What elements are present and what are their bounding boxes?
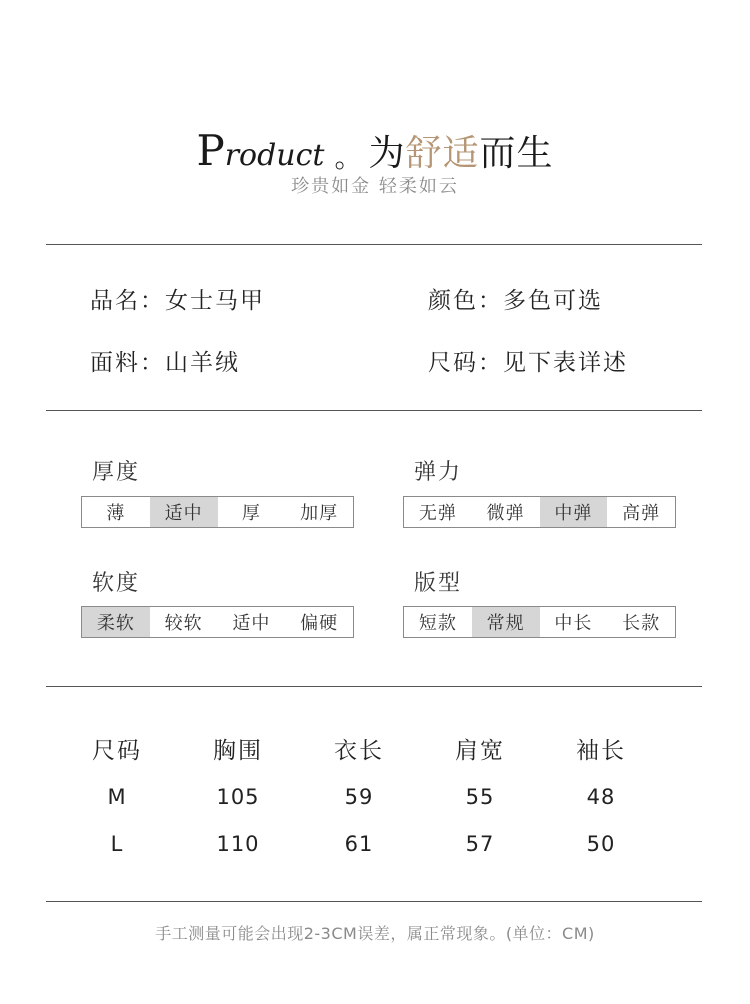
table-header: 肩宽: [455, 738, 505, 764]
table-cell: 110: [216, 832, 260, 856]
thickness-option[interactable]: 薄: [106, 503, 126, 524]
measurement-note: 手工测量可能会出现2-3CM误差，属正常现象。(单位：CM): [155, 924, 595, 943]
divider-table: [46, 901, 702, 902]
table-cell: 59: [344, 785, 374, 809]
title-english: [196, 126, 325, 175]
elasticity-option[interactable]: 无弹: [418, 503, 457, 524]
title-dot: 。: [334, 141, 363, 174]
title-initial: P: [196, 126, 225, 175]
title-rest: roduct: [224, 138, 325, 173]
title-cn-pre: 为: [368, 133, 406, 174]
divider-top: [46, 244, 702, 245]
elasticity-option-selected[interactable]: 中弹: [540, 497, 608, 527]
softness-selector: [81, 606, 354, 638]
product-size: 尺码：见下表详述: [428, 350, 628, 376]
elasticity-option[interactable]: 高弹: [622, 503, 661, 524]
softness-option[interactable]: 适中: [232, 613, 271, 634]
table-cell: M: [107, 785, 127, 809]
thickness-selector: [81, 496, 354, 528]
page-title: [0, 112, 750, 175]
product-material: 面料：山羊绒: [90, 350, 240, 376]
table-cell: 57: [465, 832, 495, 856]
thickness-option[interactable]: 加厚: [300, 503, 339, 524]
divider-info: [46, 410, 702, 411]
thickness-option[interactable]: 厚: [241, 503, 261, 524]
fit-option-selected[interactable]: 常规: [472, 607, 540, 637]
fit-option[interactable]: 长款: [622, 613, 661, 634]
table-header: 胸围: [213, 738, 263, 764]
table-cell: 48: [586, 785, 616, 809]
attr-label-softness: 软度: [92, 571, 141, 596]
elasticity-option[interactable]: 微弹: [486, 503, 525, 524]
table-cell: 61: [344, 832, 374, 856]
softness-option[interactable]: 偏硬: [300, 613, 339, 634]
subtitle: 珍贵如金 轻柔如云: [291, 176, 459, 197]
table-cell: 105: [216, 785, 260, 809]
fit-option[interactable]: 中长: [554, 613, 593, 634]
title-cn-post: 而生: [479, 133, 554, 174]
attr-label-fit: 版型: [414, 571, 463, 596]
softness-option-selected[interactable]: 柔软: [82, 607, 150, 637]
table-cell: 50: [586, 832, 616, 856]
table-header: 袖长: [576, 738, 626, 764]
table-cell: 55: [465, 785, 495, 809]
divider-attributes: [46, 686, 702, 687]
table-header: 尺码: [92, 738, 142, 764]
softness-option[interactable]: 较软: [164, 613, 203, 634]
attr-label-elasticity: 弹力: [414, 460, 463, 485]
table-header: 衣长: [334, 738, 384, 764]
attr-label-thickness: 厚度: [92, 460, 141, 485]
title-cn-accent: 舒适: [405, 133, 480, 174]
table-cell: L: [110, 832, 124, 856]
fit-option[interactable]: 短款: [418, 613, 457, 634]
elasticity-selector: [403, 496, 676, 528]
fit-selector: [403, 606, 676, 638]
product-name: 品名：女士马甲: [90, 288, 265, 314]
product-color: 颜色：多色可选: [428, 288, 603, 314]
thickness-option-selected[interactable]: 适中: [150, 497, 218, 527]
title-chinese: [368, 133, 554, 174]
